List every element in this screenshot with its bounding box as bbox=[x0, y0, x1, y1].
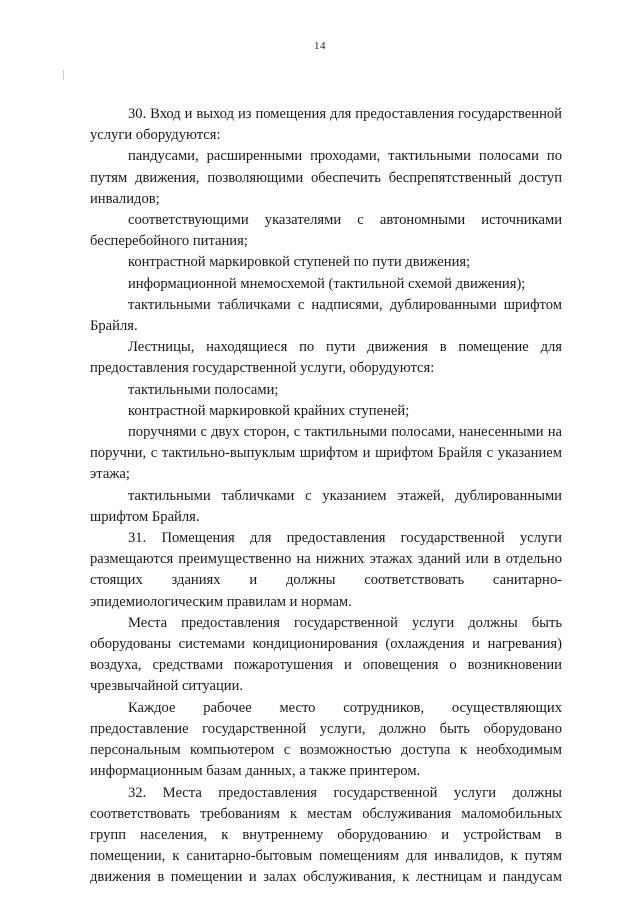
scan-margin-mark bbox=[63, 70, 64, 80]
list-item-floor-plates: тактильными табличками с указанием этажей, дублированными шрифтом Брайля. bbox=[90, 487, 562, 525]
list-item-edge-steps: контрастной маркировкой крайних ступеней; bbox=[128, 402, 410, 419]
list-item-handrails: поручнями с двух сторон, с тактильными полосами, нанесенными на поручни, с тактильно-выпуклым шрифтом и шрифтом Брайля с указанием этажа; bbox=[90, 424, 562, 483]
document-body bbox=[90, 104, 562, 889]
paragraph-stairs: Лестницы, находящиеся по пути движения в помещение для предоставления государственной услуги, оборудуются: bbox=[90, 339, 562, 377]
list-item-tactile-strips: тактильными полосами; bbox=[128, 381, 279, 398]
list-item-ramps: пандусами, расширенными проходами, тактильными полосами по путям движения, позволяющими обеспечить беспрепятственный доступ инвалидов; bbox=[90, 148, 562, 207]
list-item-signs: соответствующими указателями с автономными источниками бесперебойного питания; bbox=[90, 212, 562, 250]
paragraph-32: 32. Места предоставления государственной услуги должны соответствовать требованиям к местам обслуживания маломобильных групп населения, к внутреннему оборудованию и устройствам в помещении, к санитарно-бытовым помещениям для инвалидов, к путям движения в помещении и залах обслуживания, к лестницам и пандусам bbox=[90, 784, 562, 886]
paragraph-workplace: Каждое рабочее место сотрудников, осуществляющих предоставление государственной услуги, должно быть оборудовано персональным компьютером с возможностью доступа к необходимым информационным базам данных, а также принтером. bbox=[90, 699, 562, 780]
list-item-contrast-steps: контрастной маркировкой ступеней по пути движения; bbox=[128, 254, 471, 271]
paragraph-30-intro: 30. Вход и выход из помещения для предоставления государственной услуги оборудуются: bbox=[90, 106, 562, 144]
page-number: 14 bbox=[314, 40, 326, 52]
list-item-mnemonic-scheme: информационной мнемосхемой (тактильной схемой движения); bbox=[128, 275, 526, 292]
paragraph-31: 31. Помещения для предоставления государственной услуги размещаются преимущественно на нижних этажах зданий или в отдельно стоящих зданиях и должны соответствовать санитарно-эпидемиологическим правилам и нормам. bbox=[90, 530, 562, 610]
paragraph-equipment: Места предоставления государственной услуги должны быть оборудованы системами кондиционирования (охлаждения и нагревания) воздуха, средствами пожаротушения и оповещения о возникновении чрезвычайной ситуации. bbox=[90, 614, 562, 695]
list-item-tactile-plates: тактильными табличками с надписями, дублированными шрифтом Брайля. bbox=[90, 296, 562, 335]
